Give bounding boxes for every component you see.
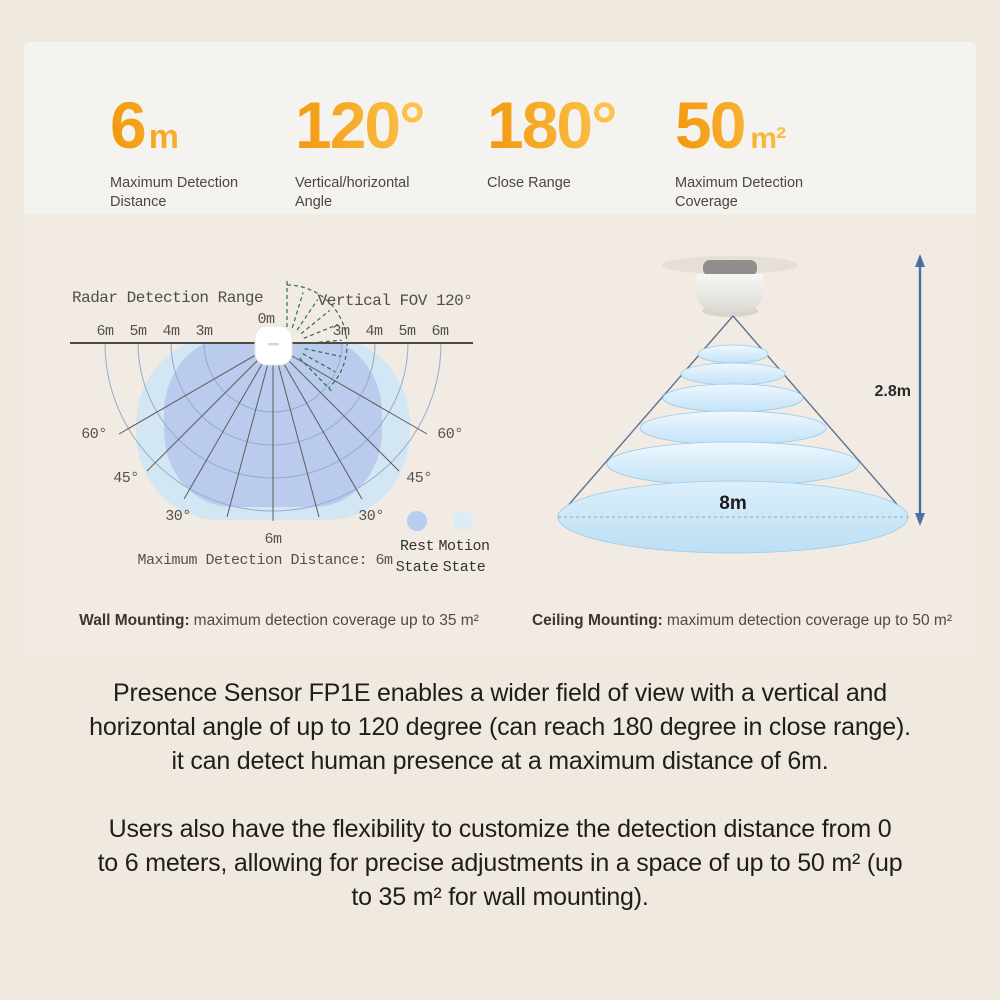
ceiling-mount-diagram [545,250,975,585]
radar-detection-diagram [30,275,500,600]
stat-unit: m² [750,122,786,155]
legend-rest-line1: Rest [399,538,435,555]
distance-label: 6m [96,323,114,340]
distance-label: 4m [365,323,383,340]
stat-max-distance [110,88,239,212]
legend [396,511,490,576]
height-arrow [915,254,925,526]
wall-mounting-caption [44,612,514,630]
angle-label: 30° [358,508,384,525]
stat-label-line1: Maximum Detection [675,175,804,191]
stat-max-coverage [675,88,804,212]
detection-beams [558,345,908,553]
content-panel [24,42,976,654]
stat-label [487,174,617,193]
paragraph-line: it can detect human presence at a maximum distance of 6m. [171,747,829,775]
stats-band [24,42,976,214]
sensor-body [697,274,763,312]
distance-label: 5m [398,323,416,340]
max-distance-caption: Maximum Detection Distance: 6m [137,552,393,569]
stat-unit: ° [399,88,425,162]
distance-label: 6m [431,323,449,340]
stat-label [295,174,425,212]
stat-label-line1: Vertical/horizontal [295,175,410,191]
angle-label: 60° [437,426,463,443]
arrow-head-up-icon [915,254,925,267]
description-text [0,676,1000,914]
vertical-fov-label: Vertical FOV 120° [317,292,473,310]
stat-value [110,88,238,162]
paragraph-line: Presence Sensor FP1E enables a wider field of view with a vertical and [113,679,887,707]
distance-label: 4m [162,323,180,340]
ceiling-mounting-caption [516,612,968,630]
sensor-mount-cap [703,260,757,276]
stat-close-range [487,88,617,193]
stat-label [110,174,238,212]
paragraph-line: horizontal angle of up to 120 degree (can reach 180 degree in close range). [89,713,911,741]
stat-label-line2: Distance [110,194,167,210]
stat-value [295,88,425,162]
stat-label-line2: Coverage [675,194,738,210]
bottom-distance-label: 6m [264,531,282,548]
paragraph-line: to 35 m² for wall mounting). [351,883,649,911]
angle-label: 30° [165,508,191,525]
stat-value [487,88,617,162]
stat-number-text: 180 [487,88,592,162]
distance-label: 5m [129,323,147,340]
sensor-indicator [268,343,279,346]
motion-state-dot [453,511,473,531]
stat-angle [295,88,425,212]
caption-text: maximum detection coverage up to 35 m² [193,612,479,629]
ceiling-sensor-device [662,256,798,317]
stat-label [675,174,803,212]
angle-label: 45° [406,470,432,487]
wall-sensor-device [255,326,292,365]
caption-text: maximum detection coverage up to 50 m² [666,612,953,629]
caption-bold: Wall Mounting: [79,612,190,629]
stat-value [675,88,803,162]
stat-label-line1: Close Range [487,175,571,191]
height-label: 2.8m [874,383,911,400]
rest-state-dot [407,511,427,531]
distance-label: 3m [332,323,350,340]
angle-label: 60° [81,426,107,443]
stat-number-text: 50 [675,88,745,162]
caption-bold: Ceiling Mounting: [531,612,663,629]
radar-title: Radar Detection Range [72,289,264,307]
stat-unit: ° [591,88,617,162]
paragraph-line: Users also have the flexibility to customize the detection distance from 0 [108,815,892,843]
paragraph-line: to 6 meters, allowing for precise adjustments in a space of up to 50 m² (up [97,849,903,877]
legend-motion-line1: Motion [438,538,490,555]
stat-label-line2: Angle [295,194,333,210]
width-label: 8m [719,493,747,514]
origin-label: 0m [257,311,275,328]
stat-number-text: 120 [295,88,400,162]
distance-label: 3m [195,323,213,340]
arrow-head-down-icon [915,513,925,526]
stat-number-text: 6 [110,88,145,162]
stat-unit: m [148,118,178,156]
angle-label: 45° [113,470,139,487]
paragraph-1 [0,676,1000,778]
stat-label-line1: Maximum Detection [110,175,239,191]
paragraph-2 [0,812,1000,914]
legend-rest-line2: State [395,559,439,576]
legend-motion-line2: State [442,559,486,576]
